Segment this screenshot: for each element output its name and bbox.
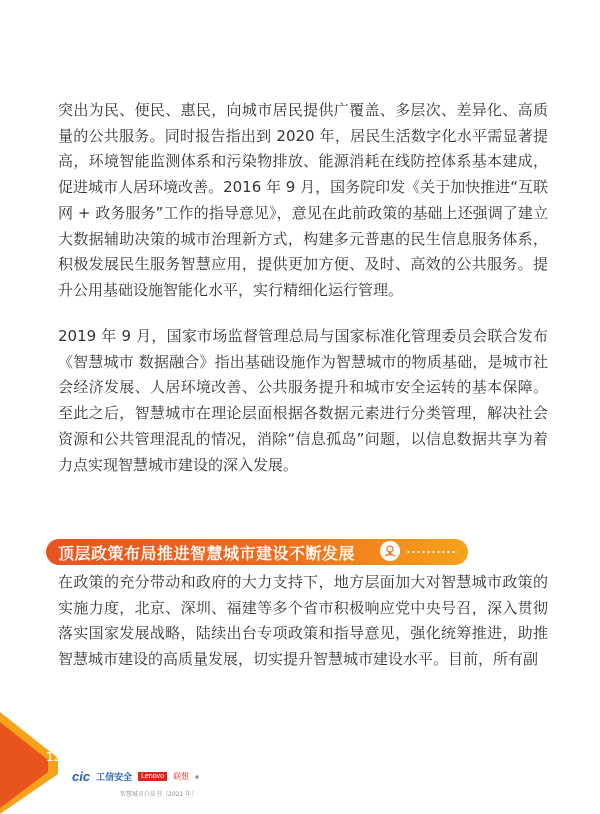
- body-paragraph: 在政策的充分带动和政府的大力支持下，地方层面加大对智慧城市政策的实施力度，北京、深圳、福建等多个省市积极响应党中央号召，深入贯彻落实国家发展战略，陆续出台专项政策和指导意见，强化统筹推进，助推智慧城市建设的高质量发展，切实提升智慧城市建设水平。目前，所有副: [58, 573, 548, 669]
- hand-lightbulb-icon: [380, 541, 400, 561]
- section-heading-banner: [46, 539, 468, 565]
- page-number: 12: [46, 750, 62, 764]
- footer-logos: [72, 768, 199, 784]
- cic-logo-text: 工信安全: [96, 772, 133, 783]
- lenovo-logo: Lenovo: [138, 772, 167, 781]
- cic-logo: cic: [72, 768, 91, 784]
- body-paragraph: 突出为民、便民、惠民，向城市居民提供广覆盖、多层次、差异化、高质量的公共服务。同时报告指出到 2020 年，居民生活数字化水平需显著提高，环境智能监测体系和污染物排放、能源消耗在线防控体系基本建成，促进城市人居环境改善。2016 年 9 月，国务院印发《关于加快推进“互联网 + 政务服务”工作的指导意见》，意见在此前政策的基础上还强调了建立大数据辅助决策的城市治理新方式，构建多元普惠的民生信息服务体系，积极发展民生服务智慧应用，提供更加方便、及时、高效的公共服务。提升公用基础设施智能化水平，实行精细化运行管理。: [58, 101, 548, 299]
- section-title: 顶层政策布局推进智慧城市建设不断发展: [58, 543, 356, 563]
- decorative-dots: [406, 551, 458, 553]
- body-paragraph: 2019 年 9 月，国家市场监督管理总局与国家标准化管理委员会联合发布《智慧城市 数据融合》指出基础设施作为智慧城市的物质基础，是城市社会经济发展、人居环境改善、公共服务提升和城市安全运转的基本保障。至此之后，智慧城市在理论层面根据各数据元素进行分类管理，解决社会资源和公共管理混乱的情况，消除“信息孤岛”问题，以信息数据共享为着力点实现智慧城市建设的深入发展。: [58, 327, 548, 474]
- partner-logo: ▦: [195, 773, 199, 779]
- footer-caption: 智慧城市白皮书（2021 年）: [120, 791, 198, 798]
- lenovo-logo-text: 联想: [173, 771, 190, 781]
